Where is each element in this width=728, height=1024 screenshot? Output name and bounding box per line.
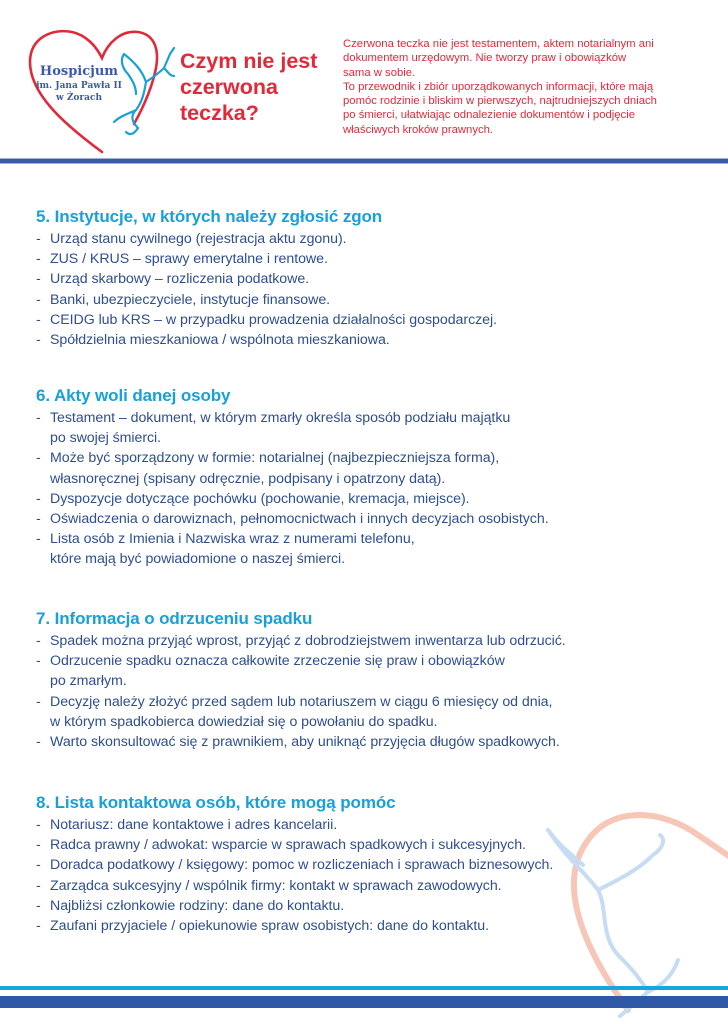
bullet-dash: - [36,897,41,914]
list-item [36,229,726,249]
page-title [180,48,330,126]
section-institutions [36,206,726,350]
list-item-text: Urząd stanu cywilnego (rejestracja aktu zgonu). [50,231,347,247]
list-item [36,855,726,875]
list-item [36,631,726,651]
list-item-text: Radca prawny / adwokat: wsparcie w sprawach spadkowych i sukcesyjnych. [50,837,526,854]
logo-text [24,64,134,104]
bullet-dash: - [36,734,41,751]
section-heading: 8. Lista kontaktowa osób, które mogą pomóc [36,793,396,812]
bullet-dash: - [36,231,41,247]
list-item-continuation: w którym spadkobierca dowiedział się o powołaniu do spadku. [50,713,438,730]
list-item-text: Notariusz: dane kontaktowe i adres kancelarii. [50,817,338,833]
footer-divider-dark [0,996,728,1008]
bullet-dash: - [36,693,41,710]
list-item-text: Lista osób z Imienia i Nazwiska wraz z numerami telefonu, [50,531,415,548]
list-item-continuation: które mają być powiadomione o naszej śmierci. [50,551,346,568]
list-item-text: Urząd skarbowy – rozliczenia podatkowe. [50,271,310,288]
list-item-text: Banki, ubezpieczyciele, instytucje finansowe. [50,291,331,308]
list-item-text: Testament – dokument, w którym zmarły określa sposób podziału majątku [50,410,511,426]
section-heading: 6. Akty woli danej osoby [36,386,231,405]
section-contact-list [36,792,726,936]
list-item-text: Spadek można przyjąć wprost, przyjąć z dobrodziejstwem inwentarza lub odrzucić. [50,633,566,649]
list-item-continuation: własnoręcznej (spisany odręcznie, podpisany i opatrzony datą). [50,470,446,487]
intro-line: dokumentem urzędowym. Nie tworzy praw i obowiązków [343,52,627,65]
section-heading: 7. Informacja o odrzuceniu spadku [36,609,313,628]
header [0,0,728,160]
bullet-dash: - [36,311,41,328]
bullet-dash: - [36,857,41,874]
list-item [36,310,726,330]
intro-line: po śmierci, ułatwiając odnalezienie dokumentów i podjęcie [343,109,635,122]
section-list [36,408,726,570]
bullet-dash: - [36,271,41,288]
list-item [36,896,726,916]
list-item [36,815,726,835]
page-title-line: teczka? [180,101,259,125]
bullet-dash: - [36,511,41,528]
bullet-dash: - [36,531,41,548]
list-item [36,290,726,310]
logo-subtitle-2: w Żorach [55,93,103,103]
section-list [36,631,726,752]
list-item [36,835,726,855]
list-item-text: Warto skonsultować się z prawnikiem, aby uniknąć przyjęcia długów spadkowych. [50,734,560,751]
list-item [36,330,726,350]
footer-divider-light [0,986,728,990]
section-heading: 5. Instytucje, w których należy zgłosić zgon [36,207,383,226]
list-item [36,249,726,269]
list-item [36,876,726,896]
list-item-continuation: po zmarłym. [50,673,127,690]
intro-line: pomóc rodzinie i bliskim w pierwszych, najtrudniejszych dniach [343,95,657,108]
list-item [36,269,726,289]
intro-line: właściwych kroków prawnych. [343,123,494,136]
list-item [36,732,726,752]
bullet-dash: - [36,837,41,854]
list-item [36,692,726,732]
section-list [36,229,726,350]
list-item-continuation: po swojej śmierci. [50,430,162,447]
bullet-dash: - [36,450,41,467]
logo-name: Hospicjum [39,64,119,79]
page-title-line: czerwona [180,75,278,99]
list-item-text: Doradca podatkowy / księgowy: pomoc w rozliczeniach i sprawach biznesowych. [50,857,554,874]
list-item-text: Decyzję należy złożyć przed sądem lub notariuszem w ciągu 6 miesięcy od dnia, [50,693,553,710]
bullet-dash: - [36,653,41,670]
list-item [36,916,726,936]
bullet-dash: - [36,633,41,649]
page-title-line: Czym nie jest [180,49,318,73]
list-item-text: Zarządca sukcesyjny / wspólnik firmy: kontakt w sprawach zawodowych. [50,877,502,894]
list-item-text: Najbliżsi członkowie rodziny: dane do kontaktu. [50,897,345,914]
bullet-dash: - [36,251,41,268]
list-item-text: CEIDG lub KRS – w przypadku prowadzenia działalności gospodarczej. [50,311,497,328]
bullet-dash: - [36,490,41,507]
intro-text [343,37,723,137]
section-inheritance-rejection [36,608,726,752]
section-list [36,815,726,936]
list-item [36,529,726,569]
header-divider [0,159,728,163]
logo [24,24,184,156]
list-item-text: Oświadczenia o darowiznach, pełnomocnictwach i innych decyzjach osobistych. [50,511,549,528]
list-item-text: ZUS / KRUS – sprawy emerytalne i rentowe. [50,251,328,268]
logo-subtitle-1: im. Jana Pawła II [36,81,122,91]
list-item [36,489,726,509]
list-item [36,448,726,488]
list-item-text: Dyspozycje dotyczące pochówku (pochowanie, kremacja, miejsce). [50,490,470,507]
bullet-dash: - [36,410,41,426]
bullet-dash: - [36,332,41,349]
intro-line: Czerwona teczka nie jest testamentem, aktem notarialnym ani [343,38,654,50]
bullet-dash: - [36,291,41,308]
list-item-text: Zaufani przyjaciele / opiekunowie spraw osobistych: dane do kontaktu. [50,918,489,935]
intro-line: sama w sobie. [343,66,416,79]
section-last-will [36,385,726,570]
bullet-dash: - [36,918,41,935]
bullet-dash: - [36,877,41,894]
list-item-text: Może być sporządzony w formie: notarialnej (najbezpieczniejsza forma), [50,450,500,467]
bullet-dash: - [36,817,41,833]
list-item [36,509,726,529]
list-item [36,408,726,448]
intro-line: To przewodnik i zbiór uporządkowanych informacji, które mają [343,80,654,93]
list-item-text: Odrzucenie spadku oznacza całkowite zrzeczenie się praw i obowiązków [50,653,505,670]
list-item [36,651,726,691]
list-item-text: Spółdzielnia mieszkaniowa / wspólnota mieszkaniowa. [50,332,390,349]
